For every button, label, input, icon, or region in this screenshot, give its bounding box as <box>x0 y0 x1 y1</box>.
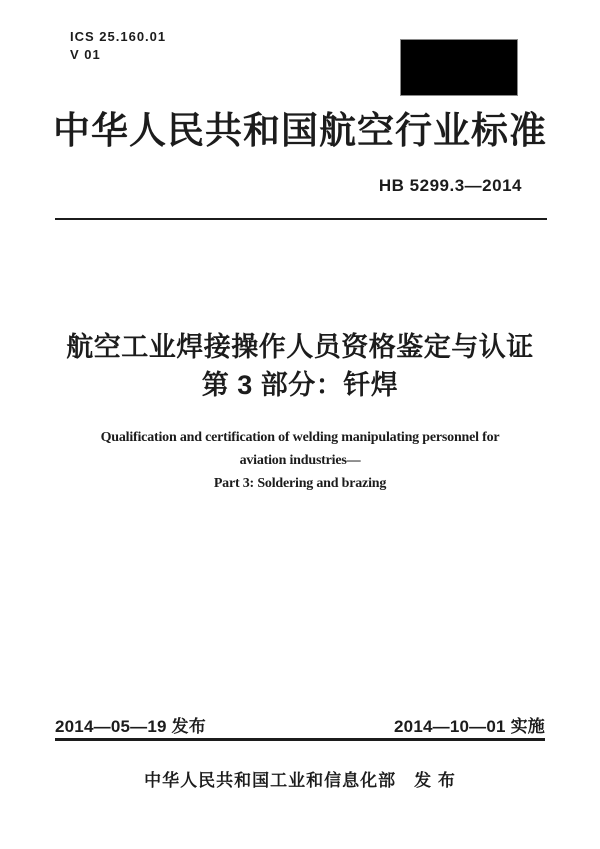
document-title-english <box>0 426 600 495</box>
publisher-line: 中华人民共和国工业和信息化部 发 布 <box>144 771 456 790</box>
ics-code: ICS 25.160.01 <box>70 29 167 44</box>
dates-row <box>55 712 545 737</box>
standard-series-title: 中华人民共和国航空行业标准 <box>53 110 547 151</box>
doc-title-cn-line2: 第 3 部分：钎焊 <box>201 370 399 400</box>
doc-title-en-line1: Qualification and certification of welding manipulating personnel for <box>100 430 500 445</box>
header-divider-line <box>55 218 547 220</box>
redacted-stamp-box <box>400 39 518 96</box>
standard-number: HB 5299.3—2014 <box>378 176 522 195</box>
ics-classification-block <box>70 28 166 64</box>
implementation-date: 2014—10—01 实施 <box>394 717 545 736</box>
doc-class-code: V 01 <box>70 47 101 62</box>
footer-divider-line <box>55 738 545 741</box>
document-title-chinese <box>0 328 600 404</box>
doc-title-en-line2: aviation industries— <box>239 453 361 468</box>
doc-title-en-line3: Part 3: Soldering and brazing <box>213 476 387 491</box>
issue-date: 2014—05—19 发布 <box>55 717 206 736</box>
doc-title-cn-line1: 航空工业焊接操作人员资格鉴定与认证 <box>66 332 534 362</box>
